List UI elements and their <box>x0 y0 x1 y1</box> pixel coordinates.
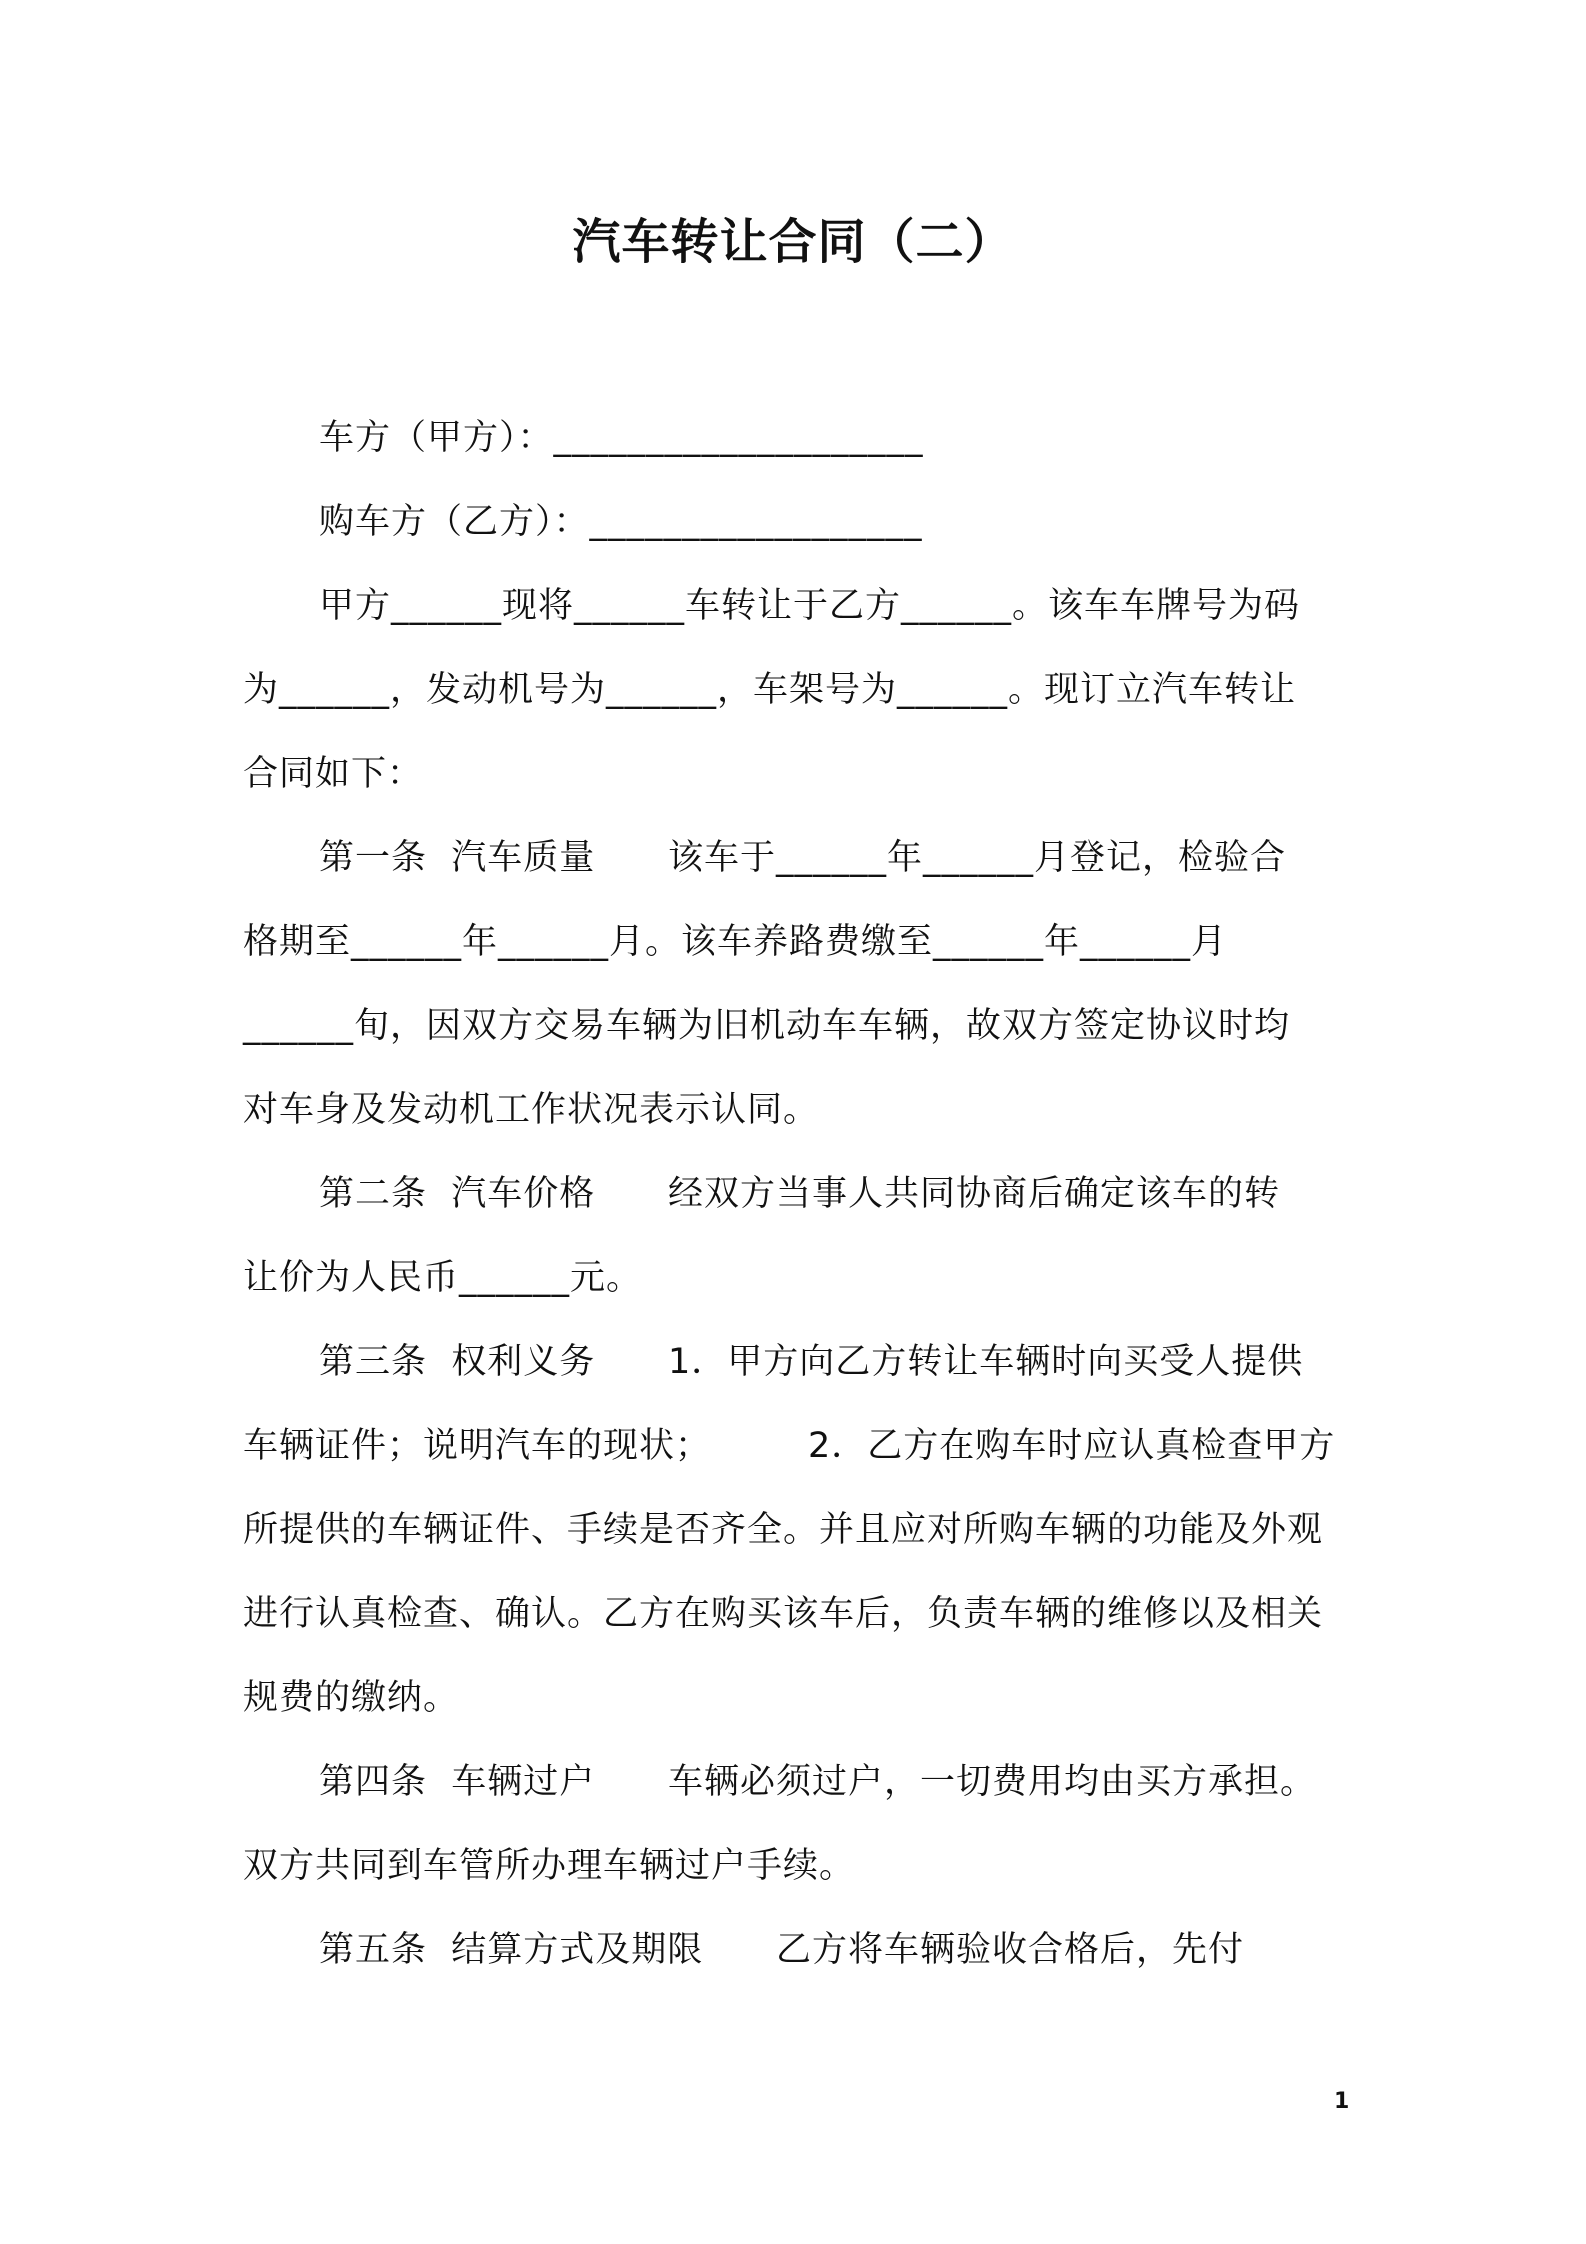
paragraph-line: 甲方______现将______车转让于乙方______。该车车牌号为码 <box>319 586 1301 626</box>
paragraph-line: 对车身及发动机工作状况表示认同。 <box>243 1090 820 1130</box>
party-b-line: 购车方（乙方）：__________________ <box>319 502 923 542</box>
article-3-line: 第三条 权利义务 1．甲方向乙方转让车辆时向买受人提供 <box>319 1342 1304 1382</box>
paragraph-line: 为______，发动机号为______，车架号为______。现订立汽车转让 <box>243 670 1297 710</box>
paragraph-line: 规费的缴纳。 <box>243 1678 460 1718</box>
article-4-line: 第四条 车辆过户 车辆必须过户，一切费用均由买方承担。 <box>319 1762 1317 1802</box>
article-1-line: 第一条 汽车质量 该车于______年______月登记，检验合 <box>319 838 1287 878</box>
paragraph-line: 所提供的车辆证件、手续是否齐全。并且应对所购车辆的功能及外观 <box>243 1510 1324 1550</box>
paragraph-line: 让价为人民币______元。 <box>243 1258 643 1298</box>
paragraph-line: 进行认真检查、确认。乙方在购买该车后，负责车辆的维修以及相关 <box>243 1594 1324 1634</box>
paragraph-line: 车辆证件；说明汽车的现状； 2．乙方在购车时应认真检查甲方 <box>243 1426 1336 1466</box>
paragraph-line: 双方共同到车管所办理车辆过户手续。 <box>243 1846 856 1886</box>
paragraph-line: ______旬，因双方交易车辆为旧机动车车辆，故双方签定协议时均 <box>243 1006 1291 1046</box>
document-title: 汽车转让合同（二） <box>572 214 1014 270</box>
paragraph-line: 格期至______年______月。该车养路费缴至______年______月 <box>243 922 1228 962</box>
page-number: 1 <box>1334 2089 1350 2114</box>
paragraph-line: 合同如下： <box>243 754 424 794</box>
article-2-line: 第二条 汽车价格 经双方当事人共同协商后确定该车的转 <box>319 1174 1281 1214</box>
article-5-line: 第五条 结算方式及期限 乙方将车辆验收合格后，先付 <box>319 1930 1245 1970</box>
party-a-line: 车方（甲方）：____________________ <box>319 418 924 458</box>
